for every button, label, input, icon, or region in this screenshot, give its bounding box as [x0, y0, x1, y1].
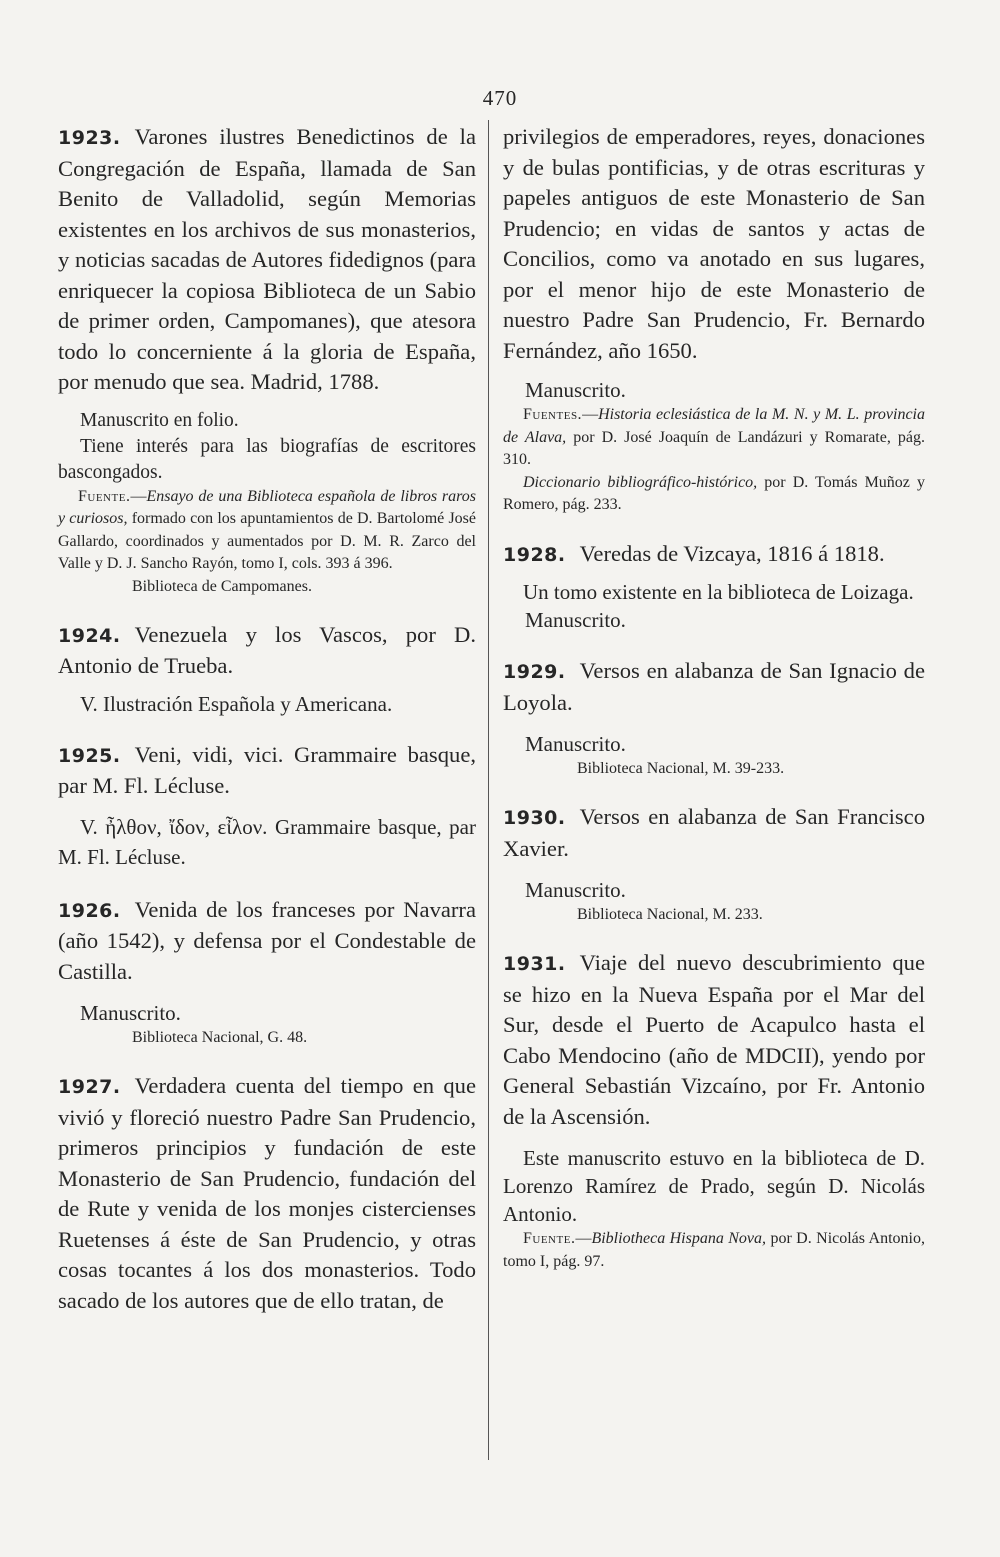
source-label: Fuente.	[78, 487, 131, 505]
entry-1925	[58, 740, 476, 873]
entry-text	[58, 1071, 476, 1316]
entry-1926	[58, 895, 476, 1050]
entry-1928	[503, 539, 925, 635]
entry-text: privilegios de emperadores, reyes, donaciones y de bulas pontificias, y de otras escrituras y papeles antiguos de este Monasterio de San Prudencio; en vidas de santos y actas de Concilios, como va anotado en sus lugares, por el menor hijo de este Monasterio de nuestro Padre San Prudencio, Fr. Bernardo Fernández, año 1650.	[503, 124, 925, 363]
right-column	[503, 122, 925, 1273]
entry-text	[503, 539, 925, 571]
source-title: Bibliotheca Hispana Nova,	[591, 1230, 767, 1247]
entry-note: Manuscrito.	[525, 378, 626, 402]
entry-1930	[503, 802, 925, 926]
entry-number: 1928.	[503, 543, 566, 566]
entry-note: Manuscrito.	[525, 878, 626, 902]
entry-note: Manuscrito.	[80, 1001, 181, 1025]
source-label: Fuente.	[523, 1230, 576, 1247]
entry-note: Manuscrito.	[525, 732, 626, 756]
source-details: por D. Tomás Muñoz y Romero, pág. 233.	[503, 473, 925, 513]
column-divider	[488, 120, 489, 1460]
entry-1927-continued	[503, 122, 925, 517]
entry-title: Versos en alabanza de San Ignacio de Loyola.	[503, 658, 925, 715]
entry-title: Veni, vidi, vici. Grammaire basque, par M. Fl. Lécluse.	[58, 741, 476, 798]
entry-number: 1929.	[503, 661, 566, 683]
entry-note: V. ἦλθον, ἴδον, εἶλον. Grammaire basque, par M. Fl. Lécluse.	[58, 814, 476, 869]
entry-number: 1925.	[58, 744, 121, 767]
entry-title: Venida de los franceses por Navarra (año 1542), y defensa por el Condestable de Castilla.	[58, 896, 476, 984]
entry-note: Un tomo existente en la biblioteca de Loizaga.	[523, 580, 914, 604]
source-title: Diccionario bibliográfico-histórico,	[523, 473, 758, 491]
entry-number: 1930.	[503, 807, 566, 829]
entry-source: Fuente.—Bibliotheca Hispana Nova, por D. Nicolás Antonio, tomo I, pág. 97.	[503, 1230, 925, 1270]
entry-1924	[58, 620, 476, 718]
source-details: por D. Nicolás Antonio, tomo I, pág. 97.	[503, 1230, 925, 1270]
source-title: Historia eclesiástica de la M. N. y M. L. provincia de Alava,	[503, 406, 925, 446]
entry-number: 1926.	[58, 899, 121, 922]
entry-note: Manuscrito en folio.	[80, 409, 239, 431]
entry-note: Manuscrito.	[525, 608, 626, 632]
entry-title: Versos en alabanza de San Francisco Xavier.	[503, 804, 925, 861]
entry-text	[58, 620, 476, 682]
left-column	[58, 122, 476, 1316]
entry-library: Biblioteca Nacional, M. 233.	[577, 906, 763, 923]
entry-text	[58, 122, 476, 398]
entry-text	[503, 948, 925, 1132]
entry-1927	[58, 1071, 476, 1316]
entry-note: Tiene interés para las biografías de escritores bascongados.	[58, 435, 476, 483]
entry-1923	[58, 122, 476, 598]
entry-text	[58, 740, 476, 802]
entry-library: Biblioteca de Campomanes.	[132, 577, 312, 595]
source-details: por D. José Joaquín de Landázuri y Romarate, pág. 310.	[503, 428, 925, 468]
source-label: Fuentes.	[523, 406, 583, 423]
entry-note: V. Ilustración Española y Americana.	[80, 691, 393, 716]
entry-title: Viaje del nuevo descubrimiento que se hizo en la Nueva España por el Mar del Sur, desde el Puerto de Acapulco hasta el Cabo Mendocino (año de MDCII), yendo por General Sebastián Vizcaíno, por Fr. Antonio de la Ascensión.	[503, 950, 925, 1129]
entry-note: Este manuscrito estuvo en la biblioteca de D. Lorenzo Ramírez de Prado, según D. Nicolás Antonio.	[503, 1146, 925, 1226]
entry-source: Fuente.—Ensayo de una Biblioteca española de libros raros y curiosos, formado con los apuntamientos de D. Bartolomé José Gallardo, coordinados y aumentados por D. M. R. Zarco del Valle y D. J. Sancho Rayón, tomo I, cols. 393 á 396.	[58, 487, 476, 572]
entry-text	[58, 895, 476, 988]
source-details: formado con los apuntamientos de D. Bartolomé José Gallardo, coordinados y aumentados por D. M. R. Zarco del Valle y D. J. Sancho Rayón, tomo I, cols. 393 á 396.	[58, 510, 476, 572]
entry-library: Biblioteca Nacional, M. 39-233.	[577, 760, 785, 777]
entry-1931	[503, 948, 925, 1273]
entry-source: Fuentes.—Historia eclesiástica de la M. N. y M. L. provincia de Alava, por D. José Joaquín de Landázuri y Romarate, pág. 310.	[503, 406, 925, 468]
entry-number: 1931.	[503, 953, 566, 975]
entry-number: 1924.	[58, 624, 121, 647]
entry-title: Verdadera cuenta del tiempo en que vivió y floreció nuestro Padre San Prudencio, primeros principios y fundación de este Monasterio de San Prudencio, fundación del de Rute y venida de los monjes cistercienses Ruetenses á éste de San Prudencio, y otras cosas tocantes á los dos monasterios. Todo sacado de los autores que de ello tratan, de	[58, 1073, 476, 1313]
entry-text	[503, 656, 925, 718]
entry-source	[503, 472, 925, 517]
entry-text	[503, 802, 925, 864]
entry-1929	[503, 656, 925, 780]
source-title: Ensayo de una Biblioteca española de libros raros y curiosos,	[58, 487, 476, 527]
entry-title: Venezuela y los Vascos, por D. Antonio de Trueba.	[58, 621, 476, 678]
page-number: 470	[482, 86, 518, 110]
entry-library: Biblioteca Nacional, G. 48.	[132, 1029, 308, 1046]
entry-title: Veredas de Vizcaya, 1816 á 1818.	[579, 540, 885, 566]
entry-title: Varones ilustres Benedictinos de la Congregación de España, llamada de San Benito de Valladolid, según Memorias existentes en los archivos de sus monasterios, y noticias sacadas de Autores fidedignos (para enriquecer la copiosa Biblioteca de un Sabio de primer orden, Campomanes), que atesora todo lo concerniente á la gloria de España, por menudo que sea. Madrid, 1788.	[58, 124, 476, 394]
entry-number: 1927.	[58, 1076, 121, 1098]
entry-number: 1923.	[58, 127, 121, 149]
